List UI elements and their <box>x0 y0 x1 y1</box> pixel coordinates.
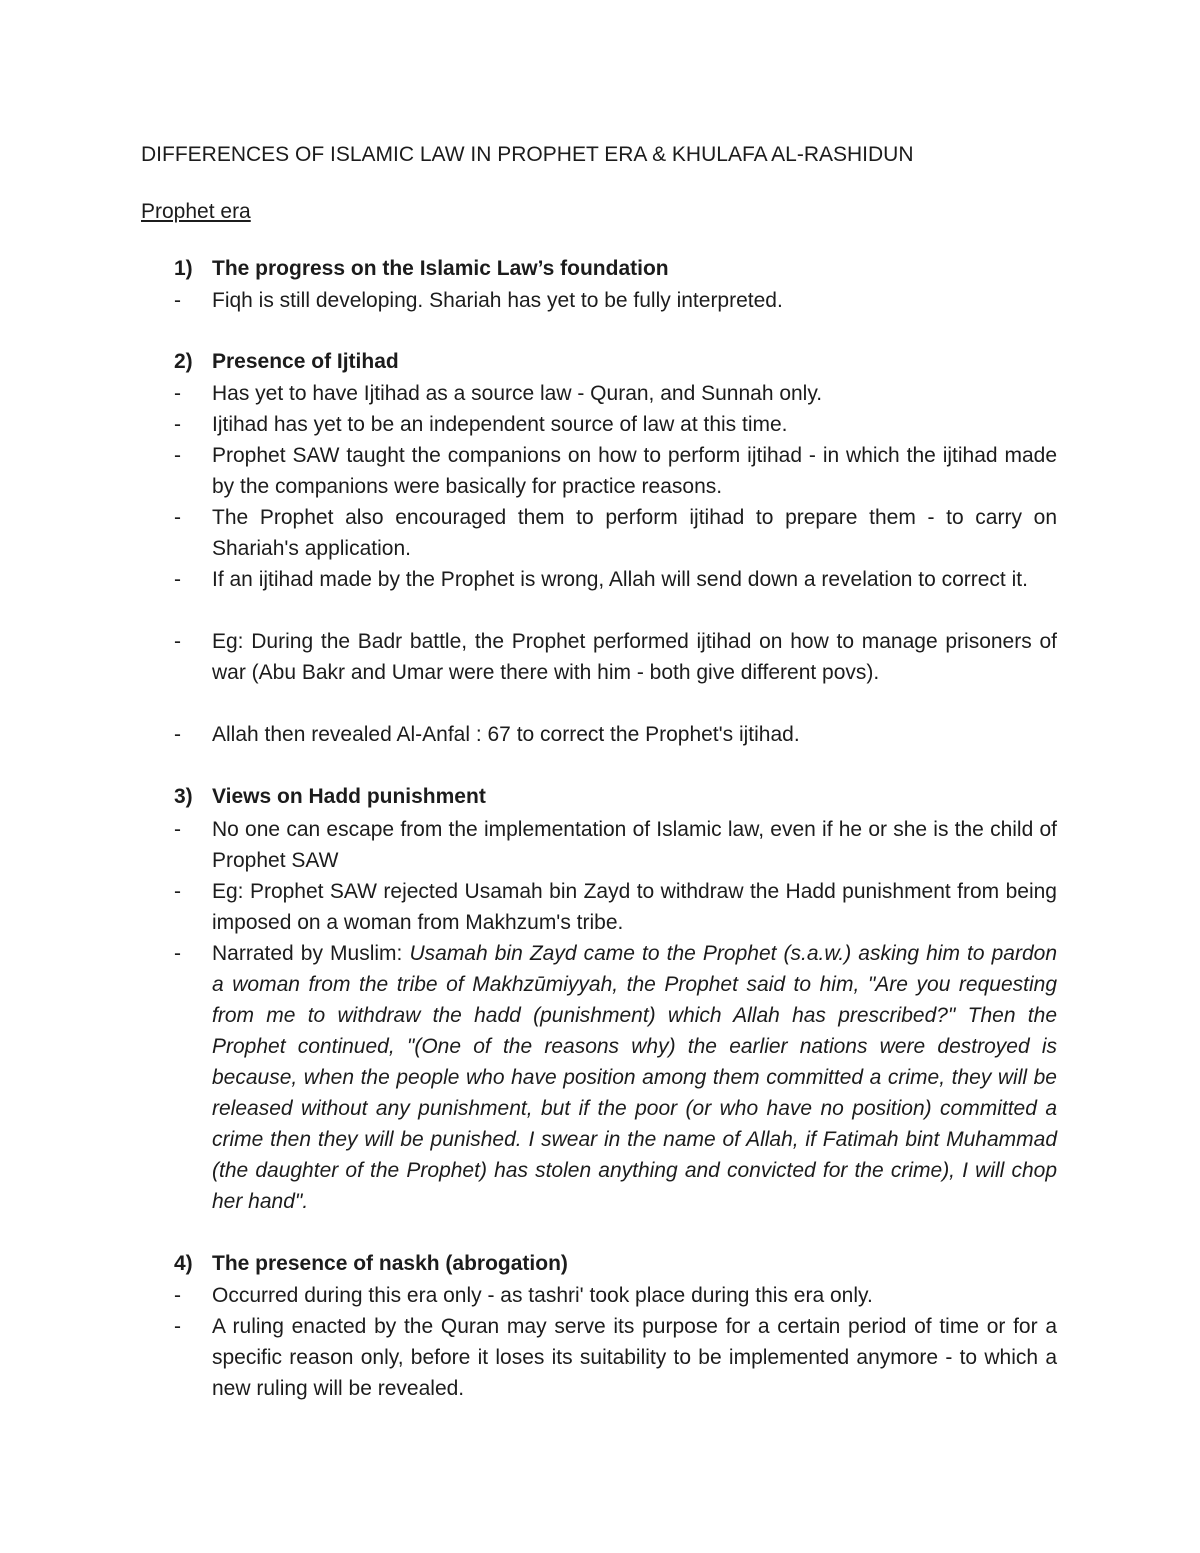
list-item <box>174 814 1057 876</box>
bullet-text: Prophet SAW taught the companions on how to perform ijtihad - in which the ijtihad made by the companions were basically for practice reasons. <box>212 444 1057 498</box>
dash-bullet-icon: - <box>174 382 181 405</box>
section-title-text: The presence of naskh (abrogation) <box>212 1252 568 1275</box>
bullet-text: Allah then revealed Al-Anfal : 67 to correct the Prophet's ijtihad. <box>212 723 800 746</box>
list-item <box>174 378 1057 409</box>
bullet-text: A ruling enacted by the Quran may serve its purpose for a certain period of time or for a specific reason only, before it loses its suitability to be implemented anymore - to which a new ruling will be revealed. <box>212 1315 1057 1400</box>
list-item <box>174 285 1057 316</box>
list-item <box>174 1280 1057 1311</box>
bullet-text: Fiqh is still developing. Shariah has yet to be fully interpreted. <box>212 289 783 312</box>
list-item <box>174 409 1057 440</box>
list-item <box>174 876 1057 938</box>
list-item <box>174 938 1057 1217</box>
bullet-text: Occurred during this era only - as tashri' took place during this era only. <box>212 1284 873 1307</box>
list-item <box>174 440 1057 502</box>
dash-bullet-icon: - <box>174 506 181 529</box>
bullet-text: Eg: Prophet SAW rejected Usamah bin Zayd to withdraw the Hadd punishment from being imposed on a woman from Makhzum's tribe. <box>212 880 1057 934</box>
bullet-text: Has yet to have Ijtihad as a source law - Quran, and Sunnah only. <box>212 382 823 405</box>
list-item <box>174 719 1057 750</box>
section-number: 4) <box>174 1252 193 1275</box>
list-item <box>174 626 1057 688</box>
dash-bullet-icon: - <box>174 1315 181 1338</box>
era-heading: Prophet era <box>141 200 251 223</box>
bullet-text: If an ijtihad made by the Prophet is wrong, Allah will send down a revelation to correct it. <box>212 568 1028 591</box>
list-item <box>174 564 1057 595</box>
bullet-text <box>212 938 1057 1217</box>
document-title: DIFFERENCES OF ISLAMIC LAW IN PROPHET ERA & KHULAFA AL-RASHIDUN <box>141 143 914 166</box>
dash-bullet-icon: - <box>174 444 181 467</box>
section-number: 3) <box>174 785 193 808</box>
section-title-text: Presence of Ijtihad <box>212 350 399 373</box>
dash-bullet-icon: - <box>174 1284 181 1307</box>
dash-bullet-icon: - <box>174 880 181 903</box>
dash-bullet-icon: - <box>174 413 181 436</box>
hadith-quote: Usamah bin Zayd came to the Prophet (s.a.w.) asking him to pardon a woman from the tribe of Makhzūmiyyah, the Prophet said to him, "Are you requesting from me to withdraw the hadd (punishment) which Allah has prescribed?" Then the Prophet continued, "(One of the reasons why) the earlier nations were destroyed is because, when the people who have position among them committed a crime, they will be released without any punishment, but if the poor (or who have no position) committed a crime then they will be punished. I swear in the name of Allah, if Fatimah bint Muhammad (the daughter of the Prophet) has stolen anything and convicted for the crime), I will chop her hand". <box>212 942 1057 1213</box>
section-number: 1) <box>174 257 193 280</box>
list-item <box>174 1311 1057 1404</box>
section-title-ijtihad <box>174 350 1074 374</box>
bullet-text: Ijtihad has yet to be an independent source of law at this time. <box>212 413 788 436</box>
dash-bullet-icon: - <box>174 289 181 312</box>
list-item <box>174 502 1057 564</box>
dash-bullet-icon: - <box>174 723 181 746</box>
dash-bullet-icon: - <box>174 568 181 591</box>
section-title-foundation <box>174 257 1074 281</box>
dash-bullet-icon: - <box>174 630 181 653</box>
bullet-text: No one can escape from the implementation of Islamic law, even if he or she is the child of Prophet SAW <box>212 818 1057 872</box>
dash-bullet-icon: - <box>174 818 181 841</box>
section-title-text: The progress on the Islamic Law’s foundation <box>212 257 669 280</box>
section-number: 2) <box>174 350 193 373</box>
bullet-text: The Prophet also encouraged them to perform ijtihad to prepare them - to carry on Shariah's application. <box>212 506 1057 560</box>
dash-bullet-icon: - <box>174 942 181 965</box>
bullet-text: Eg: During the Badr battle, the Prophet performed ijtihad on how to manage prisoners of war (Abu Bakr and Umar were there with him - both give different povs). <box>212 630 1057 684</box>
narration-intro: Narrated by Muslim: <box>212 942 410 965</box>
section-title-text: Views on Hadd punishment <box>212 785 486 808</box>
section-title-hadd <box>174 785 1074 809</box>
section-title-naskh <box>174 1252 1074 1276</box>
